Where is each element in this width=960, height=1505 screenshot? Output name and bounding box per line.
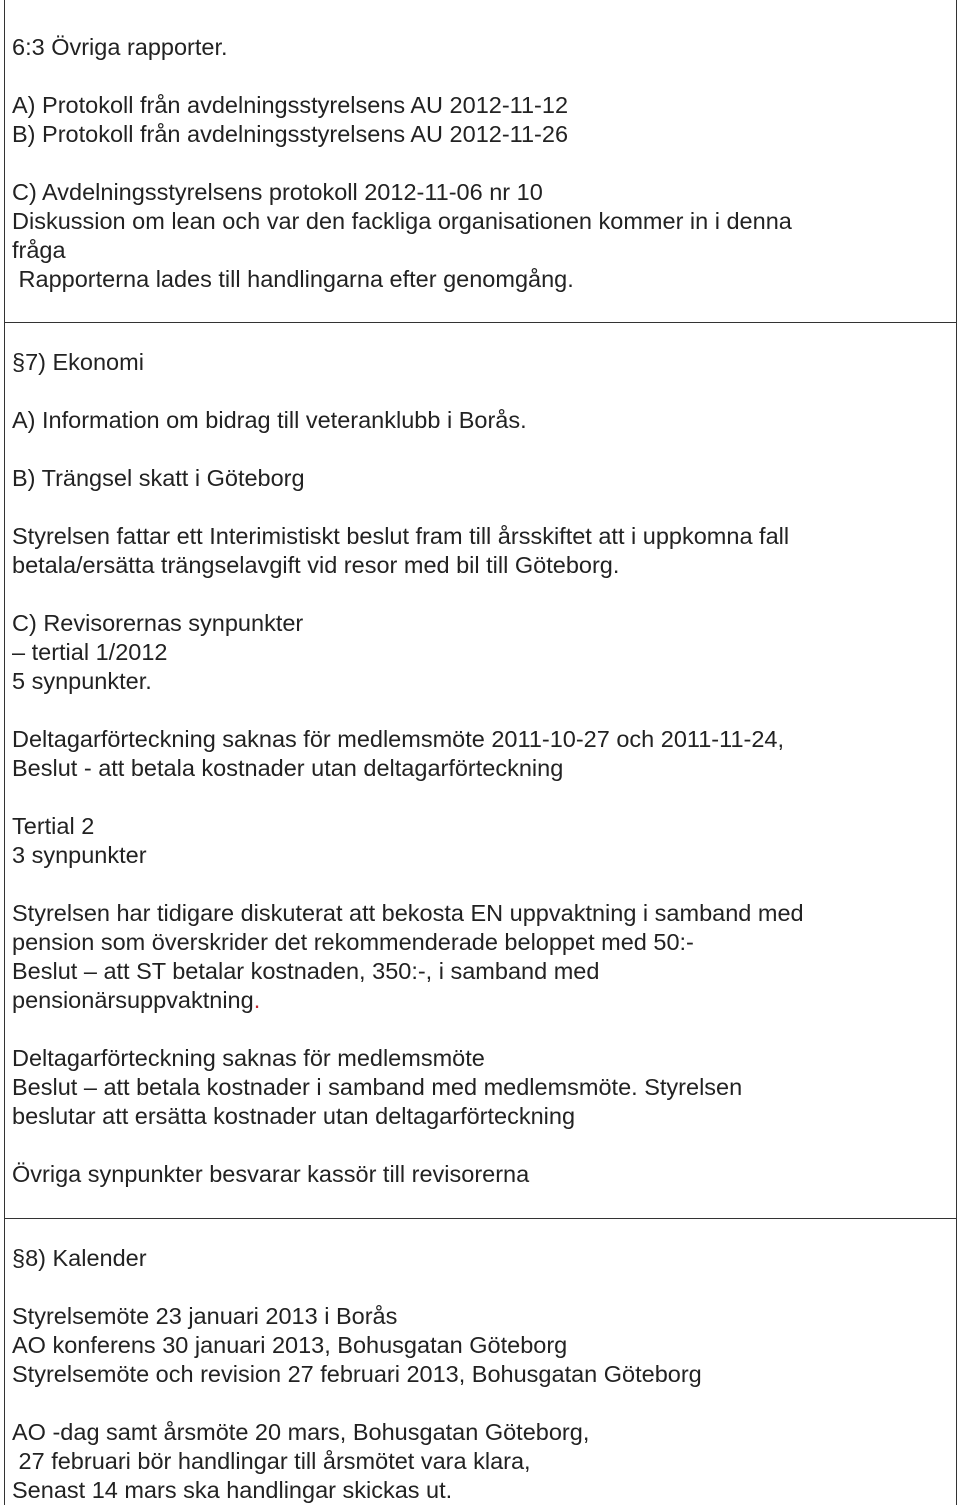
section6-item-a: A) Protokoll från avdelningsstyrelsens AU 2012-11-12 [12,92,569,118]
section-divider-1 [4,322,957,323]
section6-discussion-line-2: fråga [12,237,66,263]
section7-t2-text-line-2: pension som överskrider det rekommenderade beloppet med 50:- [12,929,694,955]
section7-b-text-line-2: betala/ersätta trängselavgift vid resor med bil till Göteborg. [12,552,620,578]
section7-t2-text-line-4 [12,989,260,1013]
section8-item-2: AO konferens 30 januari 2013, Bohusgatan Göteborg [12,1332,568,1358]
section7-heading: §7) Ekonomi [12,349,144,375]
section8-item-6: Senast 14 mars ska handlingar skickas ut. [12,1477,453,1503]
section8-item-4: AO -dag samt årsmöte 20 mars, Bohusgatan Göteborg, [12,1419,590,1445]
section7-t2-text-line-1: Styrelsen har tidigare diskuterat att bekosta EN uppvaktning i samband med [12,900,804,926]
section7-t2-text-line-5: Deltagarförteckning saknas för medlemsmöte [12,1045,485,1071]
section8-item-5: 27 februari bör handlingar till årsmötet vara klara, [12,1448,531,1474]
section7-item-a: A) Information om bidrag till veteranklubb i Borås. [12,407,527,433]
section7-t2-text-line-6: Beslut – att betala kostnader i samband med medlemsmöte. Styrelsen [12,1074,743,1100]
section7-item-b: B) Trängsel skatt i Göteborg [12,465,305,491]
section-divider-2 [4,1218,957,1219]
section7-t2-text-line-4-red-dot: . [253,987,261,1013]
section7-t2-text-line-8: Övriga synpunkter besvarar kassör till revisorerna [12,1161,530,1187]
section8-item-1: Styrelsemöte 23 januari 2013 i Borås [12,1303,398,1329]
section7-c-tertial: – tertial 1/2012 [12,639,168,665]
section8-heading: §8) Kalender [12,1245,147,1271]
section6-conclusion: Rapporterna lades till handlingarna efter genomgång. [12,266,574,292]
section7-tertial2-heading: Tertial 2 [12,813,95,839]
section6-discussion-line-1: Diskussion om lean och var den fackliga organisationen kommer in i denna [12,208,792,234]
section6-item-c: C) Avdelningsstyrelsens protokoll 2012-11-06 nr 10 [12,179,543,205]
section7-tertial2-count: 3 synpunkter [12,842,147,868]
section7-c-text-line-2: Beslut - att betala kostnader utan deltagarförteckning [12,755,564,781]
section7-c-count: 5 synpunkter. [12,668,152,694]
section7-t2-text-line-7: beslutar att ersätta kostnader utan deltagarförteckning [12,1103,576,1129]
section7-c-text-line-1: Deltagarförteckning saknas för medlemsmöte 2011-10-27 och 2011-11-24, [12,726,785,752]
section6-item-b: B) Protokoll från avdelningsstyrelsens AU 2012-11-26 [12,121,569,147]
section7-item-c: C) Revisorernas synpunkter [12,610,304,636]
section6-heading: 6:3 Övriga rapporter. [12,34,228,60]
section7-b-text-line-1: Styrelsen fattar ett Interimistiskt beslut fram till årsskiftet att i uppkomna fall [12,523,790,549]
section7-t2-text-line-3: Beslut – att ST betalar kostnaden, 350:-, i samband med [12,958,600,984]
section7-t2-text-line-4-text: pensionärsuppvaktning [12,987,254,1013]
section8-item-3: Styrelsemöte och revision 27 februari 2013, Bohusgatan Göteborg [12,1361,702,1387]
